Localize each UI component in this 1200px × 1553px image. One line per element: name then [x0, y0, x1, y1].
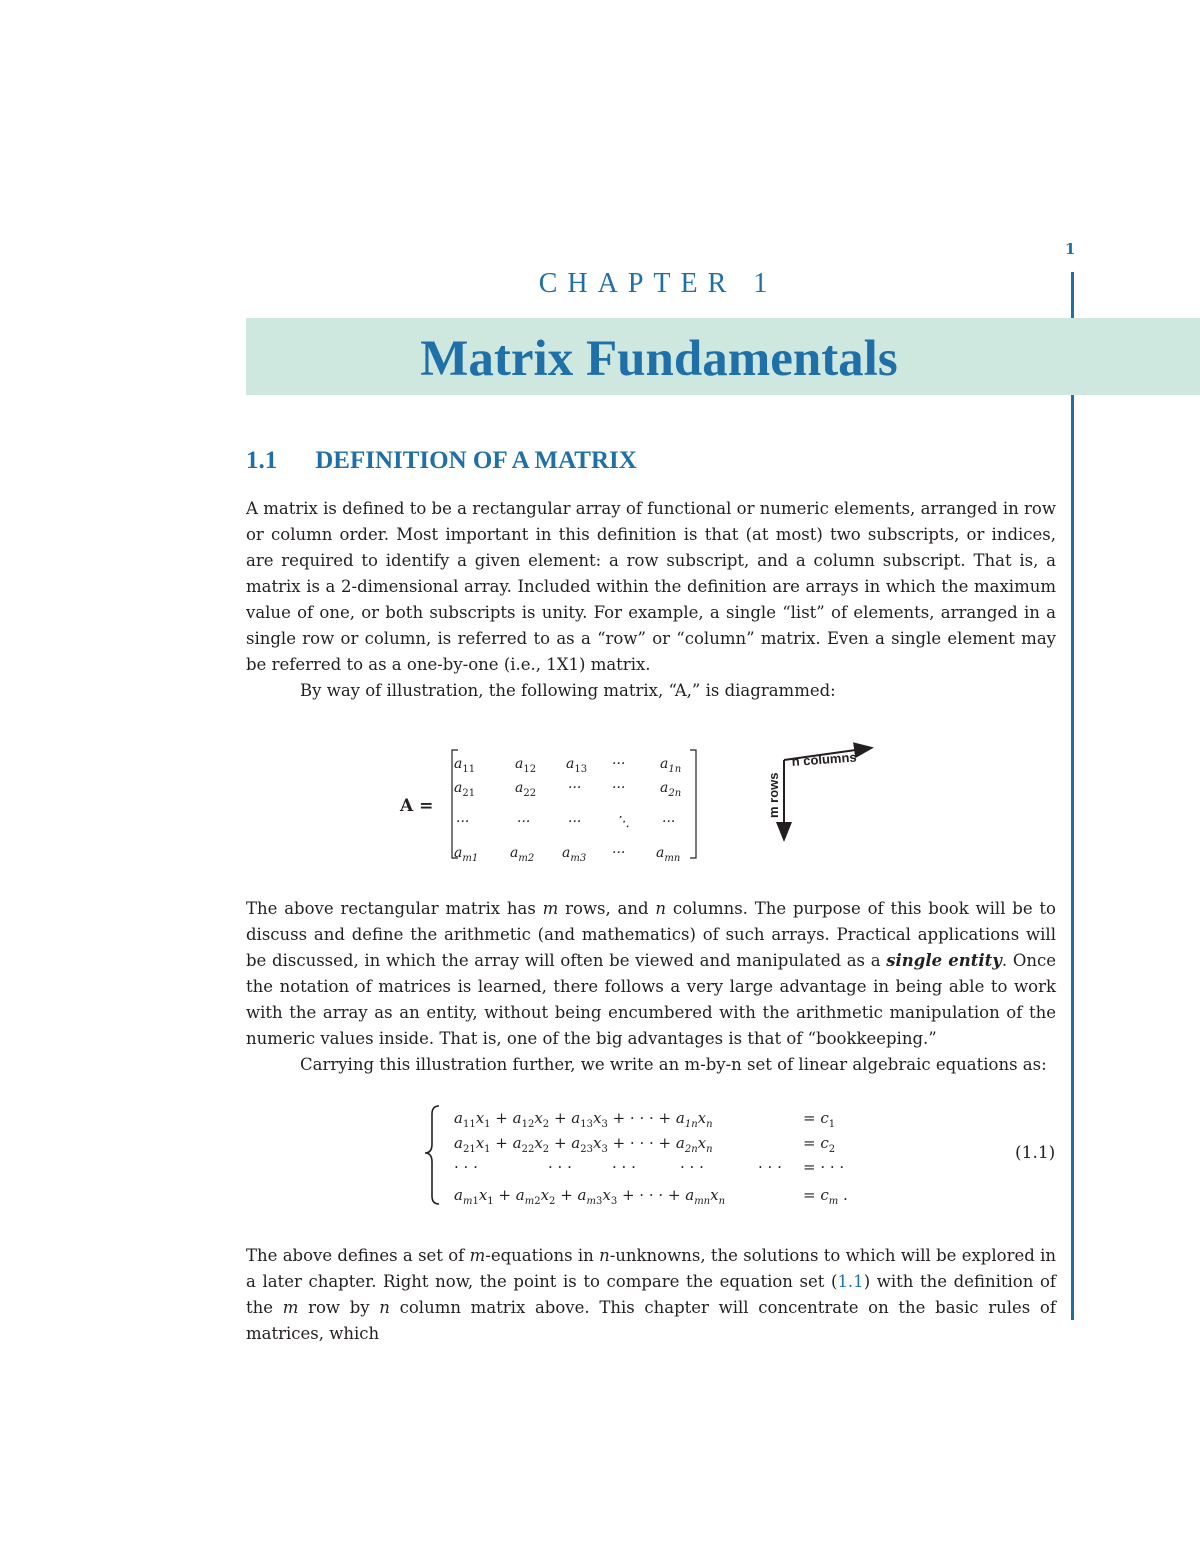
text-run: -equations in — [485, 1246, 600, 1265]
text-run: ) with the definition of the — [246, 1272, 1056, 1317]
math-n: n — [379, 1298, 390, 1317]
equation-row-dots: · · · — [454, 1158, 478, 1176]
matrix-cell: $a_{2n}$ — [660, 780, 682, 799]
text-run: The above rectangular matrix has — [246, 899, 543, 918]
math-n: n — [599, 1246, 610, 1265]
paragraph-linear-equations: Carrying this illustration further, we write an m-by-n set of linear algebraic equations as: — [300, 1055, 1047, 1074]
math-m: m — [282, 1298, 299, 1317]
matrix-cell: ··· — [612, 845, 626, 861]
section-heading — [246, 447, 637, 475]
equation-set — [420, 1100, 880, 1210]
paragraph-illustration: By way of illustration, the following matrix, “A,” is diagrammed: — [300, 681, 836, 700]
margin-rule-bottom — [1071, 395, 1074, 1320]
equation-rhs-m: = $c_m$ . — [803, 1186, 848, 1207]
left-brace — [425, 1106, 439, 1204]
columns-label: n columns — [791, 749, 858, 769]
equation-number: (1.1) — [1015, 1143, 1056, 1163]
equation-dots: · · · — [612, 1158, 636, 1176]
matrix-cell: ··· — [568, 814, 582, 830]
matrix-cell: $a_{12}$ — [515, 756, 537, 775]
matrix-cell: $a_{11}$ — [454, 756, 476, 775]
matrix-cell: ··· — [517, 814, 531, 830]
margin-rule-top — [1071, 272, 1074, 318]
right-bracket — [690, 750, 696, 858]
paragraph-definition: A matrix is defined to be a rectangular array of functional or numeric elements, arranged in row or column order. Most important in this definition is that (at most) two subscripts, or indices, are required to identify a given element: a row subscript, and a column subscript. That is, a matrix is a 2-dimensional array. Included within the definition are arrays in which the maximum value of one, or both subscripts is unity. For example, a single “list” of elements, arranged in a single row or column, is referred to as a “row” or “column” matrix. Even a single element may be referred to as a one-by-one (i.e., 1X1) matrix. — [246, 499, 1056, 674]
equation-rhs-1: = $c_1$ — [803, 1109, 836, 1130]
matrix-cell: $a_{mn}$ — [656, 845, 681, 864]
text-run: -unknowns, the solutions to which will be explored in a later chapter. Right now, the point is to compare the equation set ( — [246, 1246, 1056, 1291]
emphasis-single-entity: single entity — [886, 951, 1002, 970]
matrix-cell: $a_{m2}$ — [510, 845, 535, 864]
equation-row-m: $a_m1x_1 + a_m2x_2 + a_m3x_3$ + · · · + $a_{mn}x_n$ — [454, 1186, 726, 1207]
paragraph-equation-set — [246, 1243, 1056, 1347]
matrix-cell: ··· — [612, 756, 626, 772]
text-run: column matrix above. This chapter will concentrate on the basic rules of matrices, which — [246, 1298, 1056, 1343]
matrix-cell: ··· — [568, 780, 582, 796]
chapter-label: CHAPTER 1 — [538, 268, 778, 299]
math-n: n — [655, 899, 667, 918]
equation-dots: · · · — [758, 1158, 782, 1176]
rows-columns-diagram — [762, 742, 882, 846]
math-m: m — [542, 899, 559, 918]
text-run: row by — [298, 1298, 380, 1317]
section-title: DEFINITION OF A MATRIX — [315, 447, 637, 474]
section-number: 1.1 — [246, 447, 278, 474]
text-run: . Once the notation of matrices is learned, there follows a very large advantage in being able to work with the array as an entity, without being encumbered with the arithmetic manipulation of the numeric values inside. That is, one of the big advantages is that of “bookkeeping.” — [246, 951, 1056, 1048]
math-m: m — [469, 1246, 486, 1265]
matrix-cell: $a_{21}$ — [454, 780, 476, 799]
matrix-cell: ··· — [612, 780, 626, 796]
equation-dots: · · · — [680, 1158, 704, 1176]
matrix-cell: $a_{m3}$ — [562, 845, 587, 864]
matrix-cell: $a_{22}$ — [515, 780, 537, 799]
equation-row-2: $a_{21}x_1 + a_{22}x_2 + a_{23}x_3$ + · · · + $a_{2n}x_n$ — [454, 1134, 713, 1155]
matrix-cell: $a_{m1}$ — [454, 845, 479, 864]
matrix-cell: ··· — [456, 814, 470, 830]
paragraph-rectangular-matrix — [246, 896, 1056, 1052]
equation-rhs-dots: = · · · — [803, 1158, 845, 1176]
matrix-name: A = — [400, 796, 434, 816]
page-number: 1 — [1065, 240, 1076, 258]
matrix-cell: $a_{13}$ — [566, 756, 588, 775]
equation-row-1: $a_{11}x_1 + a_{12}x_2 + a_{13}x_3$ + · · · + $a_{1n}x_n$ — [454, 1109, 713, 1130]
equation-reference-link[interactable]: 1.1 — [837, 1272, 864, 1291]
chapter-title: Matrix Fundamentals — [420, 331, 898, 387]
matrix-cell: $a_{1n}$ — [660, 756, 682, 775]
equation-dots: · · · — [548, 1158, 572, 1176]
text-run: columns. The purpose of this book will be to discuss and define the arithmetic (and mathematics) of such arrays. Practical applications will be discussed, in which the array will often be viewed and manipulated as a — [246, 899, 1056, 970]
text-run: rows, and — [558, 899, 656, 918]
matrix-a — [390, 745, 710, 865]
matrix-cell: ⋱ — [616, 814, 630, 830]
text-run: The above defines a set of — [246, 1246, 470, 1265]
matrix-cell: ··· — [662, 814, 676, 830]
rows-label: m rows — [766, 772, 781, 818]
equation-rhs-2: = $c_2$ — [803, 1134, 836, 1155]
